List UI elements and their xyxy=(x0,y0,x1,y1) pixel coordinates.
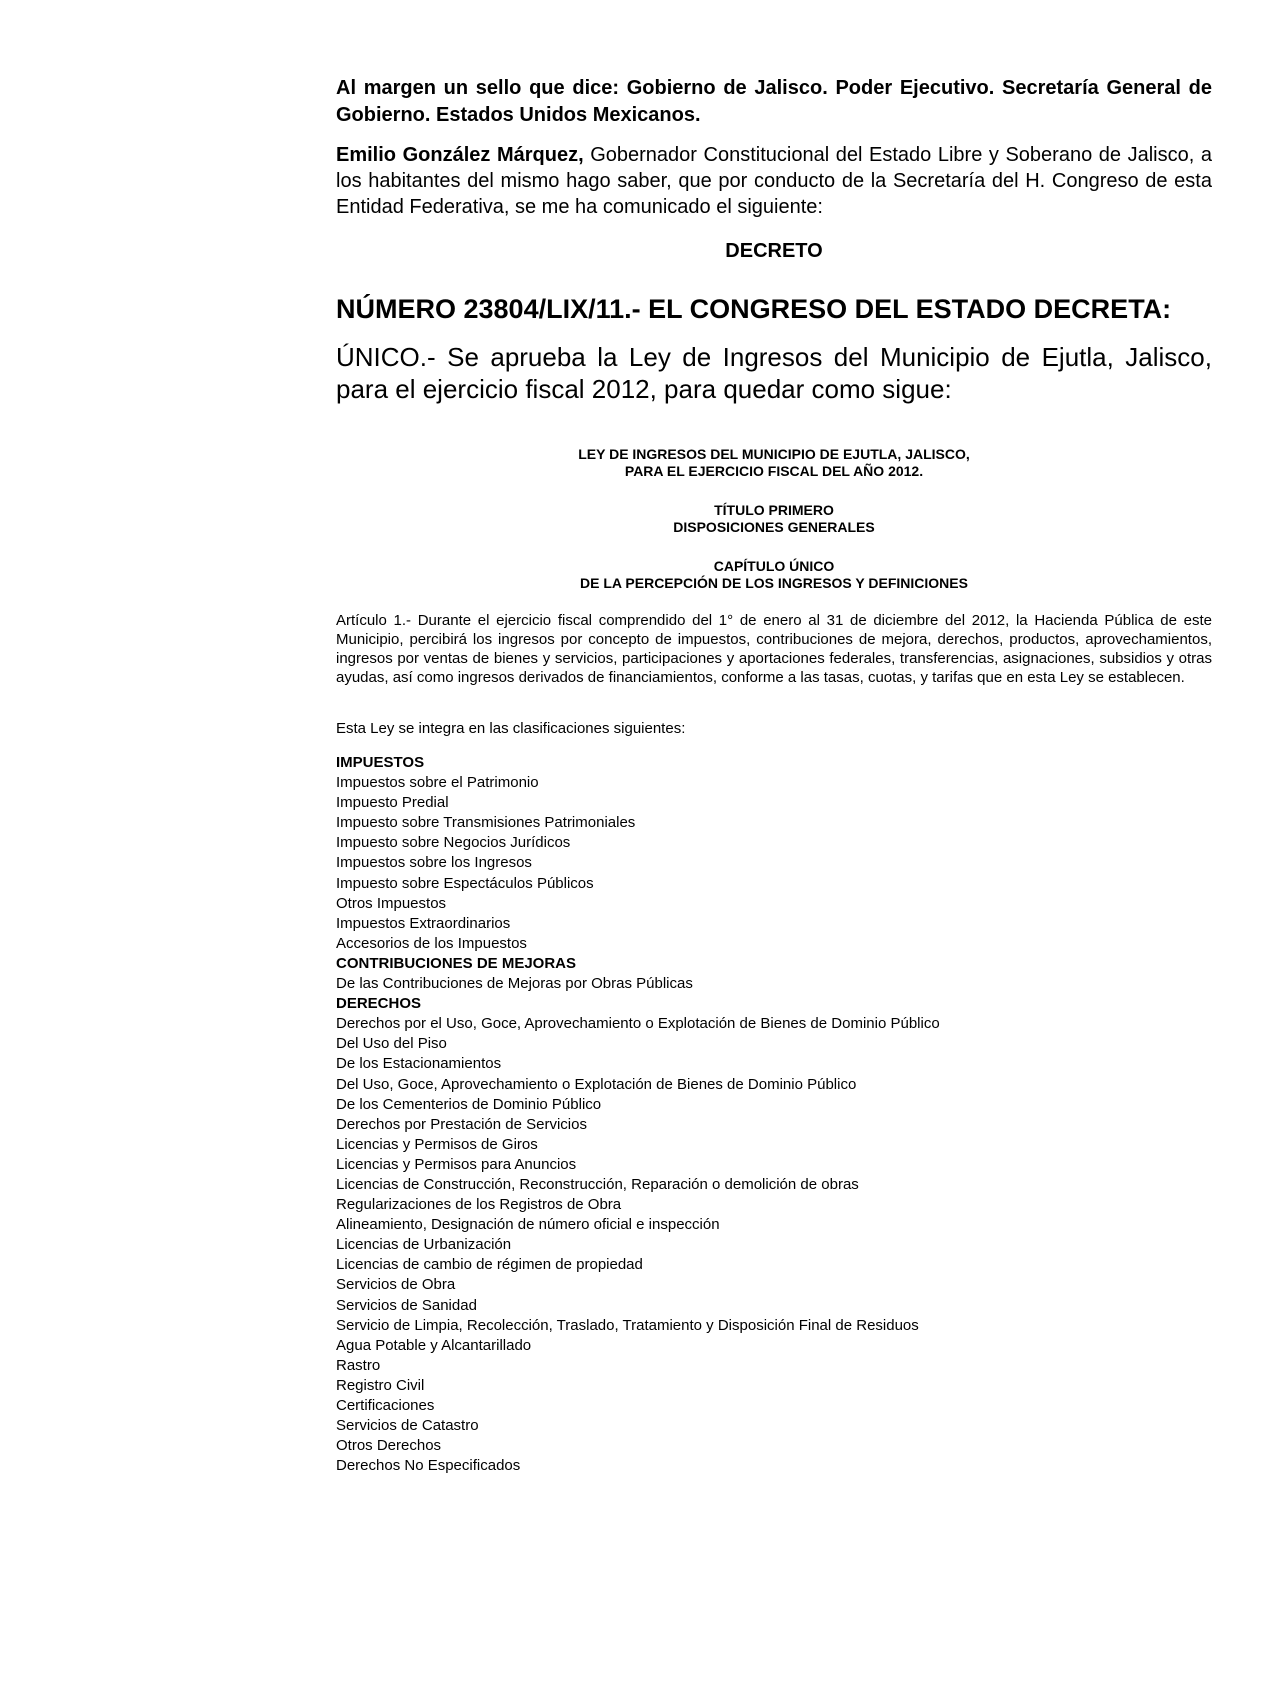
law-title-line-2: PARA EL EJERCICIO FISCAL DEL AÑO 2012. xyxy=(624,463,924,479)
law-title xyxy=(336,446,1212,480)
list-item: De los Cementerios de Dominio Público xyxy=(336,1095,602,1113)
list-item: Certificaciones xyxy=(336,1397,435,1414)
list-item: Licencias y Permisos de Giros xyxy=(336,1135,538,1153)
governor-name: Emilio González Márquez, xyxy=(336,144,584,166)
article-1-paragraph: Artículo 1.- Durante el ejercicio fiscal comprendido del 1° de enero al 31 de diciembre del 2012, la Hacienda Pública de este Municipio, percibirá los ingresos por concepto de impuestos, contribuciones de mejora, derechos, productos, aprovechamientos, ingresos por ventas de bienes y servicios, participaciones y aportaciones federales, transferencias, asignaciones, subsidios y otras ayudas, así como ingresos derivados de financiamientos, conforme a las tasas, cuotas, y tarifas que en esta Ley se establecen. xyxy=(336,612,1212,686)
list-item: Registro Civil xyxy=(336,1376,425,1394)
list-item: Licencias y Permisos para Anuncios xyxy=(336,1155,577,1173)
integration-paragraph: Esta Ley se integra en las clasificaciones siguientes: xyxy=(336,720,686,737)
law-title-line-1: LEY DE INGRESOS DEL MUNICIPIO DE EJUTLA, JALISCO, xyxy=(578,446,970,462)
list-item: Servicios de Catastro xyxy=(336,1417,479,1435)
list-item: Alineamiento, Designación de número oficial e inspección xyxy=(336,1216,720,1234)
intro-text: Gobernador Constitucional del Estado Libre y Soberano de Jalisco, a los habitantes del mismo hago saber, que por conducto de la Secretaría del H. Congreso de esta Entidad Federativa, se me ha comunicado el siguiente: xyxy=(336,144,1212,218)
list-item: De las Contribuciones de Mejoras por Obras Públicas xyxy=(336,975,693,993)
list-item: Impuesto sobre Negocios Jurídicos xyxy=(336,834,571,852)
decree-number-heading: NÚMERO 23804/LIX/11.- EL CONGRESO DEL ESTADO DECRETA: xyxy=(336,294,1172,324)
list-item: Licencias de cambio de régimen de propiedad xyxy=(336,1256,643,1274)
unico-paragraph: ÚNICO.- Se aprueba la Ley de Ingresos del Municipio de Ejutla, Jalisco, para el ejercicio fiscal 2012, para quedar como sigue: xyxy=(336,342,1212,404)
list-item: Servicio de Limpia, Recolección, Traslado, Tratamiento y Disposición Final de Residuos xyxy=(336,1316,919,1334)
capitulo-line-1: CAPÍTULO ÚNICO xyxy=(713,558,835,574)
list-item: Impuesto Predial xyxy=(336,794,449,812)
list-item: Derechos por Prestación de Servicios xyxy=(336,1115,587,1133)
list-item: Servicios de Sanidad xyxy=(336,1296,477,1314)
list-item: Rastro xyxy=(336,1356,381,1374)
titulo-line-1: TÍTULO PRIMERO xyxy=(714,502,834,518)
list-item: Impuesto sobre Espectáculos Públicos xyxy=(336,874,594,892)
list-item: Derechos por el Uso, Goce, Aprovechamiento o Explotación de Bienes de Dominio Público xyxy=(336,1015,940,1033)
list-item: Licencias de Construcción, Reconstrucción, Reparación o demolición de obras xyxy=(336,1175,859,1193)
titulo-line-2: DISPOSICIONES GENERALES xyxy=(673,519,875,535)
section-heading: DERECHOS xyxy=(336,995,422,1013)
list-item: Otros Derechos xyxy=(336,1437,442,1455)
list-item: Regularizaciones de los Registros de Obra xyxy=(336,1196,622,1214)
intro-paragraph xyxy=(336,142,1212,220)
list-item: Impuestos sobre los Ingresos xyxy=(336,854,532,872)
list-item: Otros Impuestos xyxy=(336,894,447,912)
list-item: Agua Potable y Alcantarillado xyxy=(336,1336,532,1354)
decree-label: DECRETO xyxy=(725,240,823,262)
list-item: Licencias de Urbanización xyxy=(336,1236,512,1254)
list-item: Del Uso del Piso xyxy=(336,1035,447,1053)
list-item: Servicios de Obra xyxy=(336,1276,456,1294)
section-heading: CONTRIBUCIONES DE MEJORAS xyxy=(336,954,577,972)
section-heading: IMPUESTOS xyxy=(336,754,425,771)
list-item: Impuestos sobre el Patrimonio xyxy=(336,774,539,792)
seal-paragraph: Al margen un sello que dice: Gobierno de Jalisco. Poder Ejecutivo. Secretaría General de Gobierno. Estados Unidos Mexicanos. xyxy=(336,77,1212,126)
list-item: Accesorios de los Impuestos xyxy=(336,934,527,952)
list-item: Impuesto sobre Transmisiones Patrimoniales xyxy=(336,814,636,832)
list-item: Del Uso, Goce, Aprovechamiento o Explotación de Bienes de Dominio Público xyxy=(336,1075,857,1093)
capitulo-line-2: DE LA PERCEPCIÓN DE LOS INGRESOS Y DEFINICIONES xyxy=(580,575,968,591)
titulo-heading xyxy=(336,502,1212,536)
list-item: Derechos No Especificados xyxy=(336,1457,521,1475)
capitulo-heading xyxy=(336,558,1212,592)
list-item: De los Estacionamientos xyxy=(336,1055,502,1073)
classifications-list xyxy=(336,753,1212,1476)
list-item: Impuestos Extraordinarios xyxy=(336,914,511,932)
